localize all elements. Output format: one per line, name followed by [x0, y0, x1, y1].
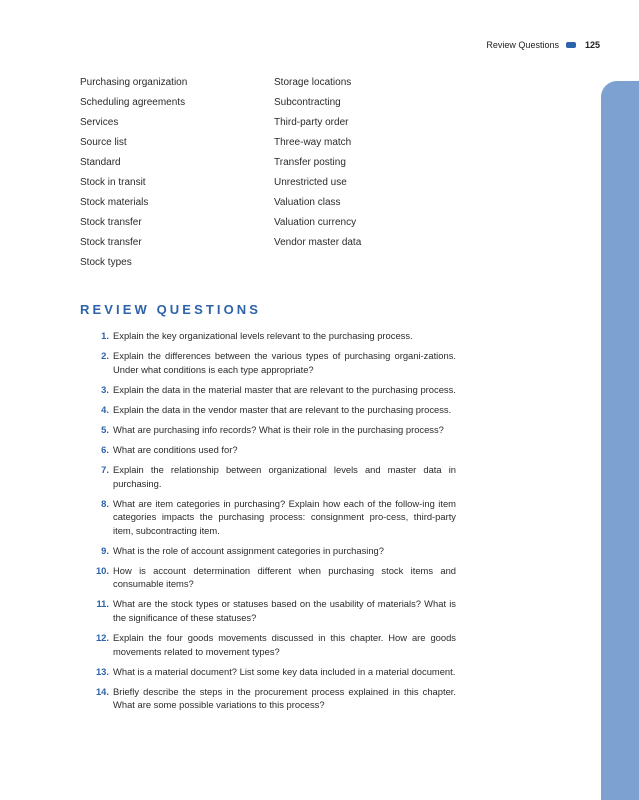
term-item: Stock types	[80, 257, 132, 268]
question-number: 1.	[101, 330, 109, 341]
question-text: What are the stock types or statuses based on the usability of materials? What is the significance of these statuses?	[113, 598, 456, 623]
question-number: 2.	[101, 350, 109, 362]
question-item	[80, 497, 456, 538]
question-item	[80, 597, 456, 624]
term-item: Purchasing organization	[80, 77, 188, 88]
question-number: 10.	[95, 564, 109, 576]
question-number: 8.	[101, 497, 109, 509]
term-item: Standard	[80, 157, 121, 168]
question-text: Explain the relationship between organizational levels and master data in purchasing.	[113, 464, 456, 489]
running-header	[486, 38, 600, 52]
term-item: Stock transfer	[80, 217, 142, 228]
question-number: 5.	[101, 423, 109, 435]
question-item	[80, 544, 456, 558]
term-item: Third-party order	[274, 117, 349, 128]
question-number: 11.	[96, 598, 109, 610]
term-item: Transfer posting	[274, 157, 346, 168]
question-item	[80, 665, 456, 679]
term-item: Valuation currency	[274, 217, 357, 228]
question-number: 7.	[101, 464, 109, 476]
term-item: Storage locations	[274, 77, 352, 88]
question-item	[80, 383, 456, 397]
question-text: What are conditions used for?	[113, 443, 238, 455]
question-item	[80, 329, 456, 343]
question-number: 14.	[95, 685, 109, 697]
question-item	[80, 631, 456, 658]
question-number: 9.	[101, 544, 109, 556]
question-number: 6.	[101, 443, 109, 455]
running-title: Review Questions	[486, 40, 559, 50]
question-item	[80, 443, 456, 457]
term-item: Source list	[80, 137, 127, 148]
question-text: Explain the differences between the various types of purchasing organi-zations. Under what conditions is each type appropriate?	[113, 350, 456, 375]
side-thumb-tab	[601, 81, 639, 800]
question-number: 12.	[95, 632, 109, 644]
question-item	[80, 423, 456, 437]
question-text: Explain the key organizational levels relevant to the purchasing process.	[113, 330, 413, 341]
term-item: Scheduling agreements	[80, 97, 186, 108]
question-item	[80, 349, 456, 376]
term-item: Stock in transit	[80, 177, 146, 188]
question-text: What is a material document? List some key data included in a material document.	[113, 665, 456, 677]
term-item: Stock transfer	[80, 237, 142, 248]
question-number: 4.	[101, 403, 109, 415]
question-number: 3.	[101, 383, 109, 395]
review-questions-list	[80, 329, 456, 718]
question-text: Explain the four goods movements discussed in this chapter. How are goods movements related to movement types?	[113, 632, 456, 657]
question-text: Explain the data in the material master that are relevant to the purchasing process.	[113, 383, 456, 395]
question-item	[80, 463, 456, 490]
term-item: Unrestricted use	[274, 177, 347, 188]
question-item	[80, 403, 456, 417]
question-item	[80, 685, 456, 712]
term-item: Subcontracting	[274, 97, 341, 108]
question-text: Briefly describe the steps in the procurement process explained in this chapter. What are some possible variations to this process?	[113, 685, 456, 711]
question-text: How is account determination different when purchasing stock items and consumable items?	[113, 564, 456, 590]
section-heading: REVIEW QUESTIONS	[80, 302, 262, 317]
term-item: Services	[80, 117, 119, 128]
page-number: 125	[584, 40, 600, 50]
term-item: Stock materials	[80, 197, 149, 208]
question-number: 13.	[95, 665, 109, 677]
term-item: Vendor master data	[274, 237, 362, 248]
question-text: What is the role of account assignment categories in purchasing?	[113, 544, 384, 556]
question-text: What are purchasing info records? What is their role in the purchasing process?	[113, 423, 444, 435]
term-item: Three-way match	[274, 137, 352, 148]
term-item: Valuation class	[274, 197, 341, 208]
question-text: What are item categories in purchasing? Explain how each of the follow-ing item categories impacts the purchasing process: consignment pro-cess, third-party item, subcontracting item.	[113, 497, 456, 536]
header-marker-icon	[566, 42, 576, 48]
question-item	[80, 564, 456, 591]
key-terms-list	[80, 76, 420, 276]
question-text: Explain the data in the vendor master that are relevant to the purchasing process.	[113, 403, 452, 415]
